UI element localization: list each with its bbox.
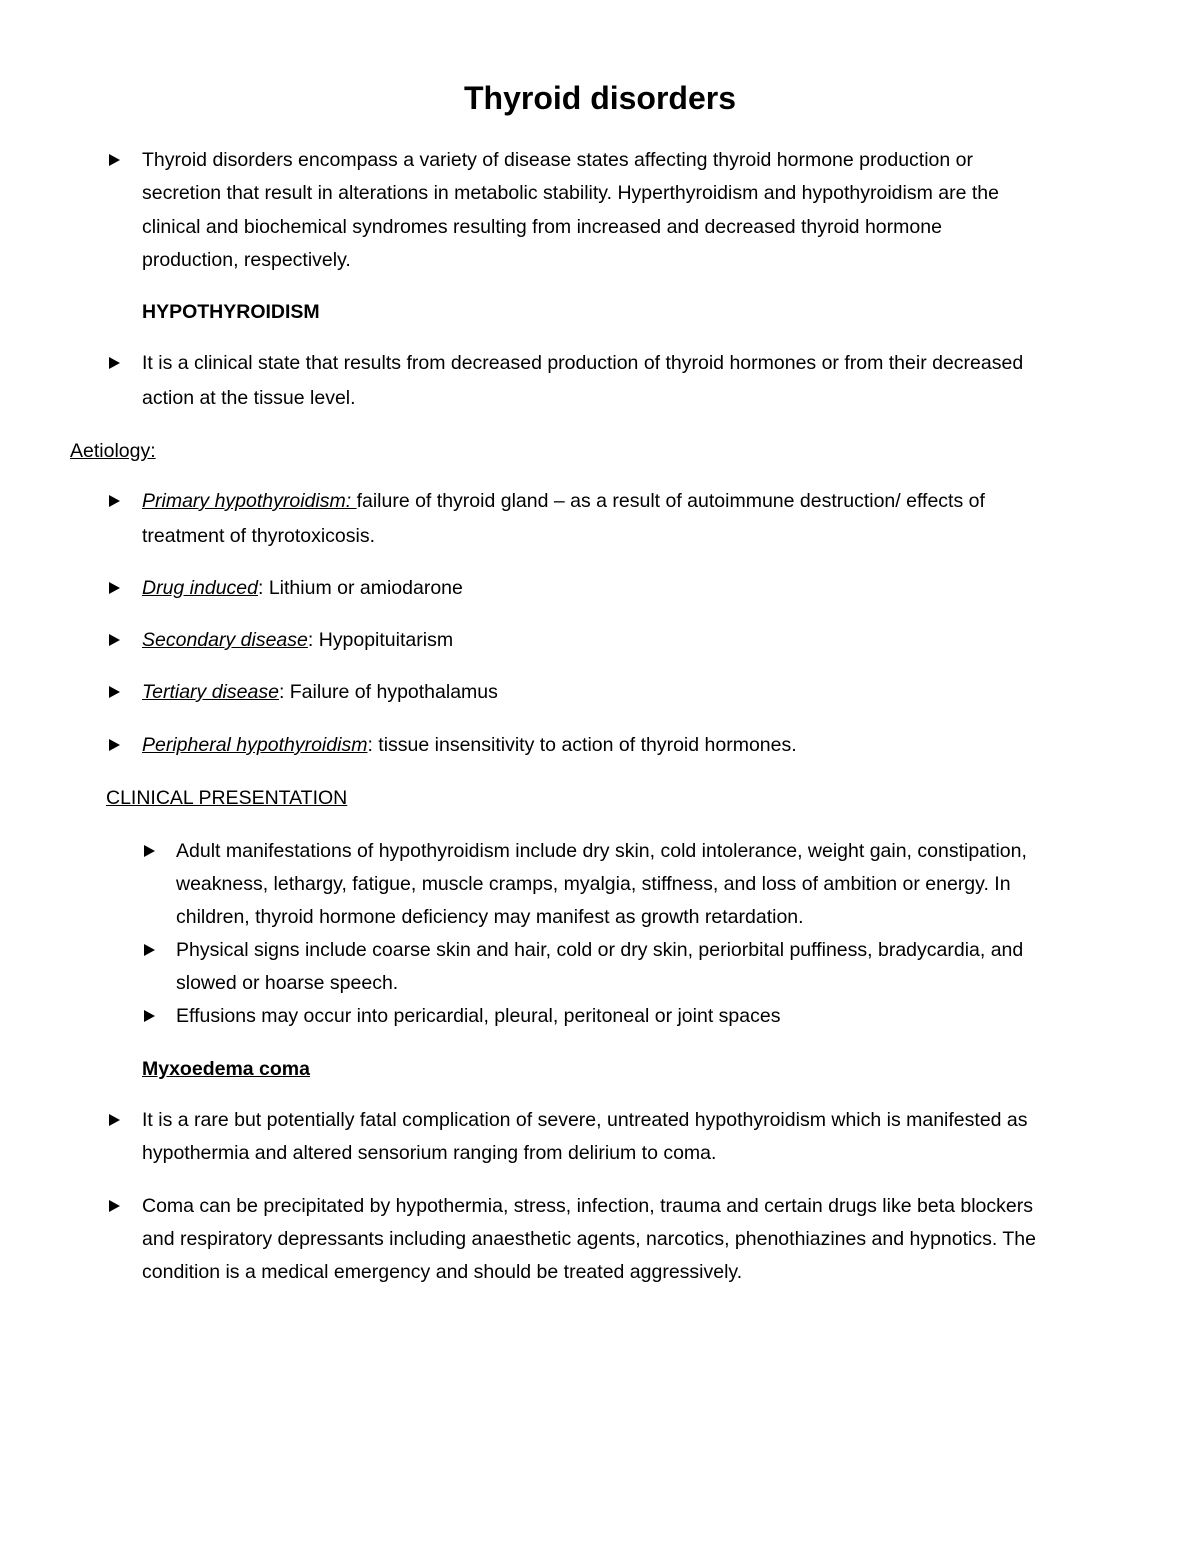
- clinical-line: weakness, lethargy, fatigue, muscle cramps, myalgia, stiffness, and loss of ambition or energy. In: [176, 873, 1011, 895]
- section-heading-myxoedema-coma: Myxoedema coma: [142, 1058, 310, 1080]
- myxoedema-line: condition is a medical emergency and should be treated aggressively.: [142, 1261, 743, 1283]
- bullet-arrow-icon: [109, 686, 120, 698]
- section-heading-aetiology: Aetiology:: [70, 440, 156, 462]
- bullet-arrow-icon: [109, 739, 120, 751]
- bullet-arrow-icon: [144, 845, 155, 857]
- bullet-arrow-icon: [109, 1200, 120, 1212]
- aetiology-text: failure of thyroid gland – as a result of autoimmune destruction/ effects of: [356, 490, 985, 512]
- clinical-line: Adult manifestations of hypothyroidism include dry skin, cold intolerance, weight gain, constipation,: [176, 840, 1027, 862]
- aetiology-term: Primary hypothyroidism:: [142, 490, 357, 512]
- aetiology-item: [142, 680, 498, 704]
- aetiology-term: Secondary disease: [142, 629, 308, 651]
- clinical-line: children, thyroid hormone deficiency may manifest as growth retardation.: [176, 906, 804, 928]
- myxoedema-line: Coma can be precipitated by hypothermia, stress, infection, trauma and certain drugs like beta blockers: [142, 1195, 1033, 1217]
- page-title: Thyroid disorders: [463, 80, 737, 116]
- aetiology-item: [142, 733, 797, 757]
- bullet-arrow-icon: [109, 495, 120, 507]
- bullet-arrow-icon: [109, 1114, 120, 1126]
- aetiology-text: : tissue insensitivity to action of thyroid hormones.: [367, 734, 797, 756]
- clinical-line: Effusions may occur into pericardial, pleural, peritoneal or joint spaces: [176, 1005, 781, 1027]
- myxoedema-line: hypothermia and altered sensorium ranging from delirium to coma.: [142, 1142, 717, 1164]
- intro-line: secretion that result in alterations in metabolic stability. Hyperthyroidism and hypothyroidism are the: [142, 182, 999, 204]
- clinical-line: slowed or hoarse speech.: [176, 972, 399, 994]
- aetiology-text: : Failure of hypothalamus: [278, 681, 498, 703]
- myxoedema-line: It is a rare but potentially fatal complication of severe, untreated hypothyroidism which is manifested as: [142, 1109, 1028, 1131]
- aetiology-term: Peripheral hypothyroidism: [142, 734, 368, 756]
- bullet-arrow-icon: [109, 582, 120, 594]
- intro-line: clinical and biochemical syndromes resulting from increased and decreased thyroid hormone: [142, 216, 942, 238]
- aetiology-item: [142, 628, 453, 652]
- definition-line: action at the tissue level.: [142, 387, 356, 409]
- aetiology-term: Drug induced: [142, 577, 258, 599]
- aetiology-text: : Lithium or amiodarone: [258, 577, 463, 599]
- section-heading-hypothyroidism: HYPOTHYROIDISM: [142, 301, 320, 323]
- bullet-arrow-icon: [109, 634, 120, 646]
- aetiology-item: [142, 489, 985, 513]
- bullet-arrow-icon: [144, 1010, 155, 1022]
- bullet-arrow-icon: [144, 944, 155, 956]
- definition-line: It is a clinical state that results from decreased production of thyroid hormones or from their decreased: [142, 352, 1024, 374]
- intro-line: Thyroid disorders encompass a variety of disease states affecting thyroid hormone production or: [142, 149, 973, 171]
- aetiology-item-continued: treatment of thyrotoxicosis.: [142, 525, 376, 547]
- aetiology-item: [142, 576, 463, 600]
- section-heading-clinical-presentation: CLINICAL PRESENTATION: [106, 787, 348, 809]
- bullet-arrow-icon: [109, 154, 120, 166]
- myxoedema-line: and respiratory depressants including anaesthetic agents, narcotics, phenothiazines and hypnotics. The: [142, 1228, 1036, 1250]
- clinical-line: Physical signs include coarse skin and hair, cold or dry skin, periorbital puffiness, bradycardia, and: [176, 939, 1024, 961]
- intro-line: production, respectively.: [142, 249, 351, 271]
- bullet-arrow-icon: [109, 357, 120, 369]
- aetiology-text: : Hypopituitarism: [307, 629, 454, 651]
- aetiology-term: Tertiary disease: [142, 681, 279, 703]
